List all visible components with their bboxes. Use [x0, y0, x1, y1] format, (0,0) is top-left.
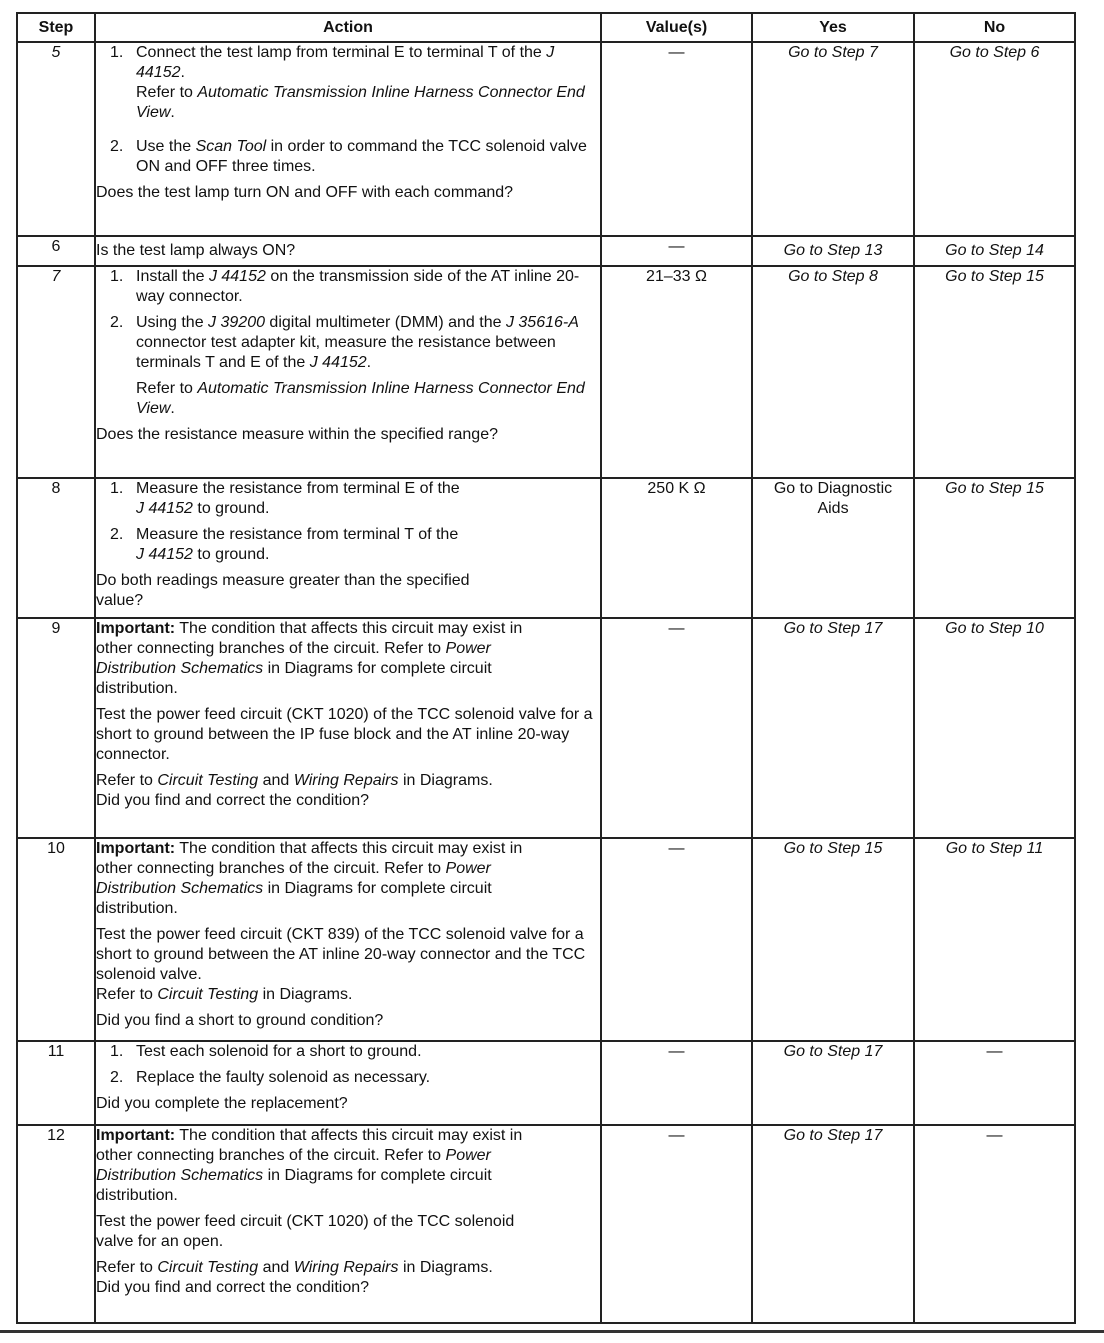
action-cell: [95, 478, 601, 618]
reference-text: Refer to Circuit Testing and Wiring Repairs in Diagrams.: [96, 772, 493, 789]
value-cell: —: [601, 236, 752, 266]
header-no: No: [914, 13, 1075, 42]
value-cell: —: [601, 1125, 752, 1323]
question-text: Did you complete the replacement?: [96, 1095, 348, 1112]
item-number: 1.: [110, 1043, 124, 1060]
question-text: Does the resistance measure within the specified range?: [96, 426, 498, 443]
action-cell: [95, 266, 601, 478]
no-link[interactable]: Go to Step 6: [914, 42, 1075, 236]
header-values: Value(s): [601, 13, 752, 42]
yes-link[interactable]: Go to Step 13: [752, 236, 914, 266]
header-action: Action: [95, 13, 601, 42]
reference-text: Refer to Circuit Testing and Wiring Repairs in Diagrams.: [96, 1259, 493, 1276]
question-text: Do both readings measure greater than the specified value?: [96, 572, 470, 609]
item-text: Measure the resistance from terminal E of the J 44152 to ground.: [136, 480, 460, 517]
item-number: 1.: [110, 268, 124, 285]
item-number: 1.: [110, 480, 124, 497]
item-number: 2.: [110, 526, 124, 543]
action-item: [96, 1068, 600, 1088]
yes-link[interactable]: Go to Step 8: [752, 266, 914, 478]
reference-text: Refer to Circuit Testing in Diagrams.: [96, 986, 353, 1003]
test-instruction: Test the power feed circuit (CKT 1020) of the TCC solenoid valve for a short to ground between the IP fuse block and the AT inline 20-way connector.: [96, 706, 593, 763]
item-text: Replace the faulty solenoid as necessary.: [136, 1069, 431, 1086]
action-cell: [95, 1041, 601, 1125]
value-cell: —: [601, 1041, 752, 1125]
header-yes: Yes: [752, 13, 914, 42]
action-item: [96, 313, 600, 419]
item-number: 2.: [110, 138, 124, 155]
action-item: [96, 479, 600, 519]
header-row: [17, 13, 1075, 42]
yes-link[interactable]: Go to Step 15: [752, 838, 914, 1041]
important-note: Important: The condition that affects this circuit may exist in other connecting branches of the circuit. Refer to Power Distribution Schematics in Diagrams for complete circuit distribution.: [96, 1127, 523, 1204]
no-link: —: [914, 1125, 1075, 1323]
item-text: Using the J 39200 digital multimeter (DMM) and the J 35616-A connector test adapter kit, measure the resistance between terminals T and E of the J 44152. Refer to Automatic Transmission Inline Harness Connector End View.: [136, 314, 585, 417]
action-cell: [95, 42, 601, 236]
value-cell: —: [601, 618, 752, 838]
test-instruction: Test the power feed circuit (CKT 839) of the TCC solenoid valve for a short to ground between the AT inline 20-way connector and the TCC solenoid valve.: [96, 926, 586, 983]
value-cell: 250 K Ω: [601, 478, 752, 618]
item-number: 2.: [110, 314, 124, 331]
table-row: [17, 618, 1075, 838]
question-text: Does the test lamp turn ON and OFF with each command?: [96, 184, 514, 201]
table-row: [17, 1125, 1075, 1323]
important-note: Important: The condition that affects this circuit may exist in other connecting branches of the circuit. Refer to Power Distribution Schematics in Diagrams for complete circuit distribution.: [96, 620, 523, 697]
step-number: 12: [17, 1125, 95, 1323]
step-number: 11: [17, 1041, 95, 1125]
action-cell: [95, 236, 601, 266]
yes-link[interactable]: Go to Step 17: [752, 1125, 914, 1323]
value-cell: —: [601, 838, 752, 1041]
yes-link[interactable]: Go to Diagnostic Aids: [752, 478, 914, 618]
item-number: 1.: [110, 44, 124, 61]
item-text: Measure the resistance from terminal T of the J 44152 to ground.: [136, 526, 459, 563]
item-text: Test each solenoid for a short to ground.: [136, 1043, 422, 1060]
value-cell: 21–33 Ω: [601, 266, 752, 478]
important-note: Important: The condition that affects this circuit may exist in other connecting branches of the circuit. Refer to Power Distribution Schematics in Diagrams for complete circuit distribution.: [96, 840, 523, 917]
action-item: [96, 1042, 600, 1062]
table-row: [17, 478, 1075, 618]
header-step: Step: [17, 13, 95, 42]
question-text: Did you find and correct the condition?: [96, 1279, 370, 1296]
step-number: 8: [17, 478, 95, 618]
question-text: Is the test lamp always ON?: [96, 242, 296, 259]
item-text: Use the Scan Tool in order to command the TCC solenoid valve ON and OFF three times.: [136, 138, 587, 175]
value-cell: —: [601, 42, 752, 236]
step-number: 5: [17, 42, 95, 236]
action-cell: [95, 838, 601, 1041]
table-row: [17, 1041, 1075, 1125]
table-row: [17, 236, 1075, 266]
step-number: 10: [17, 838, 95, 1041]
question-text: Did you find and correct the condition?: [96, 792, 370, 809]
item-number: 2.: [110, 1069, 124, 1086]
action-item: [96, 525, 600, 565]
table-row: [17, 266, 1075, 478]
diagnostic-table: [16, 12, 1076, 1324]
yes-link[interactable]: Go to Step 7: [752, 42, 914, 236]
yes-link[interactable]: Go to Step 17: [752, 618, 914, 838]
step-number: 9: [17, 618, 95, 838]
no-link[interactable]: Go to Step 11: [914, 838, 1075, 1041]
table-row: [17, 838, 1075, 1041]
action-item: [96, 43, 600, 123]
no-link[interactable]: Go to Step 15: [914, 478, 1075, 618]
test-instruction: Test the power feed circuit (CKT 1020) of the TCC solenoid valve for an open.: [96, 1213, 515, 1250]
action-cell: [95, 618, 601, 838]
no-link[interactable]: Go to Step 15: [914, 266, 1075, 478]
step-number: 6: [17, 236, 95, 266]
question-text: Did you find a short to ground condition?: [96, 1012, 384, 1029]
no-link[interactable]: Go to Step 14: [914, 236, 1075, 266]
yes-link[interactable]: Go to Step 17: [752, 1041, 914, 1125]
step-number: 7: [17, 266, 95, 478]
page-divider: [0, 1330, 1104, 1333]
action-cell: [95, 1125, 601, 1323]
item-text: Connect the test lamp from terminal E to terminal T of the J 44152. Refer to Automatic Transmission Inline Harness Connector End View.: [136, 44, 585, 121]
no-link: —: [914, 1041, 1075, 1125]
table-row: [17, 42, 1075, 236]
action-item: [96, 137, 600, 177]
action-item: [96, 267, 600, 307]
no-link[interactable]: Go to Step 10: [914, 618, 1075, 838]
item-text: Install the J 44152 on the transmission side of the AT inline 20-way connector.: [136, 268, 580, 305]
